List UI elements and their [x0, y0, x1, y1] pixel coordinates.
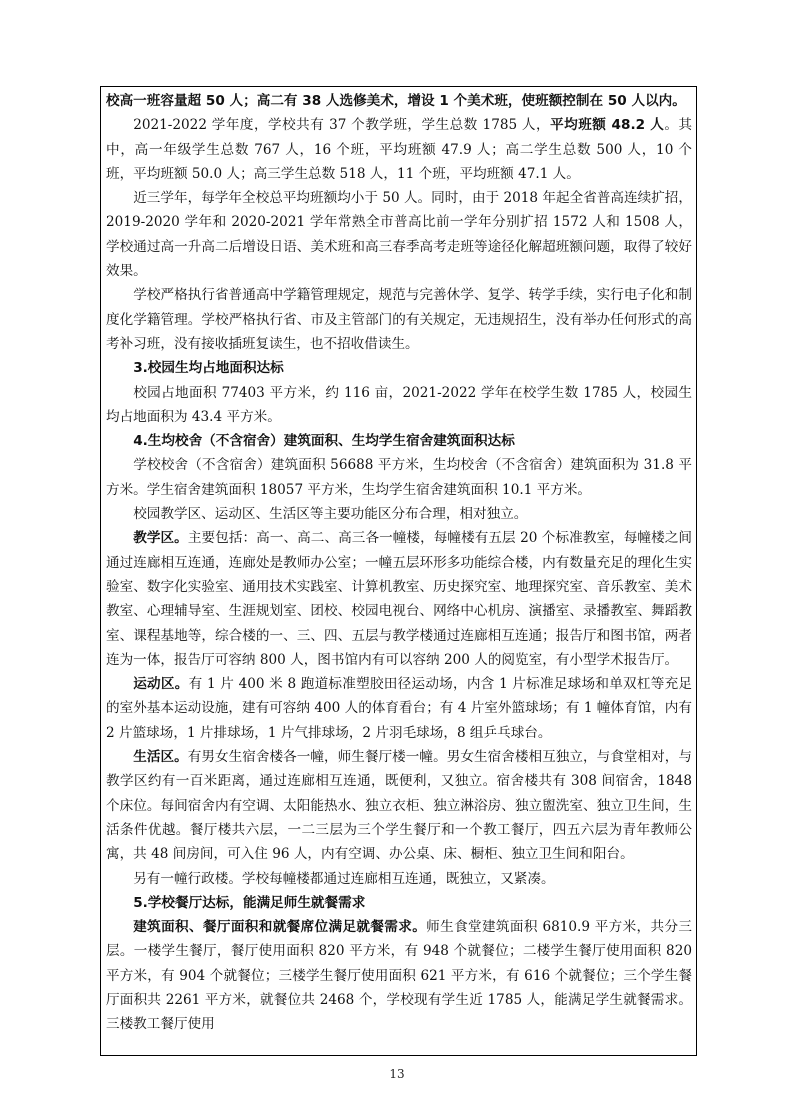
paragraph-sports-zone: [106, 672, 692, 745]
content-frame: [100, 86, 697, 1056]
text-run: 师生食堂建筑面积 6810.9 平方米，共分三层。一楼学生餐厅，餐厅使用面积 820 平方米，有 948 个就餐位；二楼学生餐厅使用面积 820 平方米，有 904 个就餐位；三楼学生餐厅使用面积 621 平方米，有 616 个就餐位；三个学生餐厅面积共 2261 平方米，就餐位共 2468 个，学校现有学生近 1785 人，能满足学生就餐需求。三楼教工餐厅使用: [106, 919, 693, 1033]
text-run: 有男女生宿舍楼各一幢，师生餐厅楼一幢。男女生宿舍楼相互独立，与食堂相对，与教学区约有一百米距离，通过连廊相互连通，既便利，又独立。宿舍楼共有 308 间宿舍，1848 个床位。每间宿舍内有空调、太阳能热水、独立衣柜、独立淋浴房、独立盥洗室、独立卫生间，生活条件优越。餐厅楼共六层，一二三层为三个学生餐厅和一个教工餐厅，四五六层为青年教师公寓，共 48 间房间，可入住 96 人，内有空调、办公桌、床、橱柜、独立卫生间和阳台。: [106, 749, 693, 863]
section-heading-3: 3.校园生均占地面积达标: [133, 360, 284, 377]
document-body: [106, 89, 692, 1037]
paragraph-building-area: 学校校舍（不含宿舍）建筑面积 56688 平方米，生均校舍（不含宿舍）建筑面积为 31.8 平方米。学生宿舍建筑面积 18057 平方米，生均学生宿舍建筑面积 10.1 平方米。: [106, 457, 692, 498]
bold-label: 建筑面积、餐厅面积和就餐席位满足就餐需求。: [133, 919, 427, 936]
section-heading-5: 5.学校餐厅达标，能满足师生就餐需求: [133, 894, 366, 911]
paragraph-zones: 校园教学区、运动区、生活区等主要功能区分布合理，相对独立。: [133, 506, 528, 523]
paragraph-admin-building: 另有一幢行政楼。学校每幢楼都通过连廊相互连通，既独立，又紧凑。: [133, 870, 555, 887]
paragraph-teaching-zone: [106, 526, 692, 672]
text-run: 。其中，高一年级学生总数 767 人，16 个班，平均班额 47.9 人；高二学生总数 500 人，10 个班，平均班额 50.0 人；高三学生总数 518 人，11 个班，平均班额 47.1 人。: [106, 117, 693, 182]
bold-label: 教学区。: [133, 530, 188, 547]
bold-text: 校高一班容量超 50 人；高二有 38 人选修美术，增设 1 个美术班，使班额控制在 50 人以内。: [106, 93, 686, 109]
page-number: 13: [389, 1067, 405, 1081]
paragraph-living-zone: [106, 745, 692, 866]
text-run: 2021-2022 学年度，学校共有 37 个教学班，学生总数 1785 人，: [133, 117, 551, 134]
paragraph-campus-area: 校园占地面积 77403 平方米，约 116 亩，2021-2022 学年在校学生数 1785 人，校园生均占地面积为 43.4 平方米。: [106, 384, 692, 425]
section-heading-4: 4.生均校舍（不含宿舍）建筑面积、生均学生宿舍建筑面积达标: [133, 433, 515, 450]
paragraph-class-stats: [106, 113, 692, 186]
paragraph-class-size-bold: [106, 89, 692, 113]
text-run: 有 1 片 400 米 8 跑道标准塑胶田径运动场，内含 1 片标准足球场和单双杠等充足的室外基本运动设施，建有可容纳 400 人的体育看台；有 4 片室外篮球场；有 1 幢体育馆，内有 2 片篮球场，1 片排球场，1 片气排球场，2 片羽毛球场，8 组乒乓球台。: [106, 676, 692, 741]
paragraph-enrollment-rules: 学校严格执行省普通高中学籍管理规定，规范与完善休学、复学、转学手续，实行电子化和制度化学籍管理。学校严格执行省、市及主管部门的有关规定，无违规招生，没有举办任何形式的高考补习班，没有接收插班复读生，也不招收借读生。: [106, 287, 692, 352]
bold-label: 运动区。: [133, 676, 189, 693]
paragraph-canteen: [106, 915, 692, 1036]
paragraph-three-years: 近三学年，每学年全校总平均班额均小于 50 人。同时，由于 2018 年起全省普高连续扩招，2019-2020 学年和 2020-2021 学年常熟全市普高比前一学年分别扩招 1572 人和 1508 人，学校通过高一升高二后增设日语、美术班和高三春季高考走班等途径化解超班额问题，取得了较好效果。: [106, 190, 692, 280]
bold-label: 生活区。: [133, 749, 188, 766]
bold-text: 平均班额 48.2 人: [550, 117, 665, 134]
text-run: 主要包括：高一、高二、高三各一幢楼，每幢楼有五层 20 个标准教室，每幢楼之间通过连廊相互连通，连廊处是教师办公室；一幢五层环形多功能综合楼，内有数量充足的理化生实验室、数字化实验室、通用技术实践室、计算机教室、历史探究室、地理探究室、音乐教室、美术教室、心理辅导室、生涯规划室、团校、校园电视台、网络中心机房、演播室、录播教室、舞蹈教室、课程基地等，综合楼的一、三、四、五层与教学楼通过连廊相互连通；报告厅和图书馆，两者连为一体，报告厅可容纳 800 人，图书馆内有可以容纳 200 人的阅览室，有小型学术报告厅。: [106, 530, 693, 668]
